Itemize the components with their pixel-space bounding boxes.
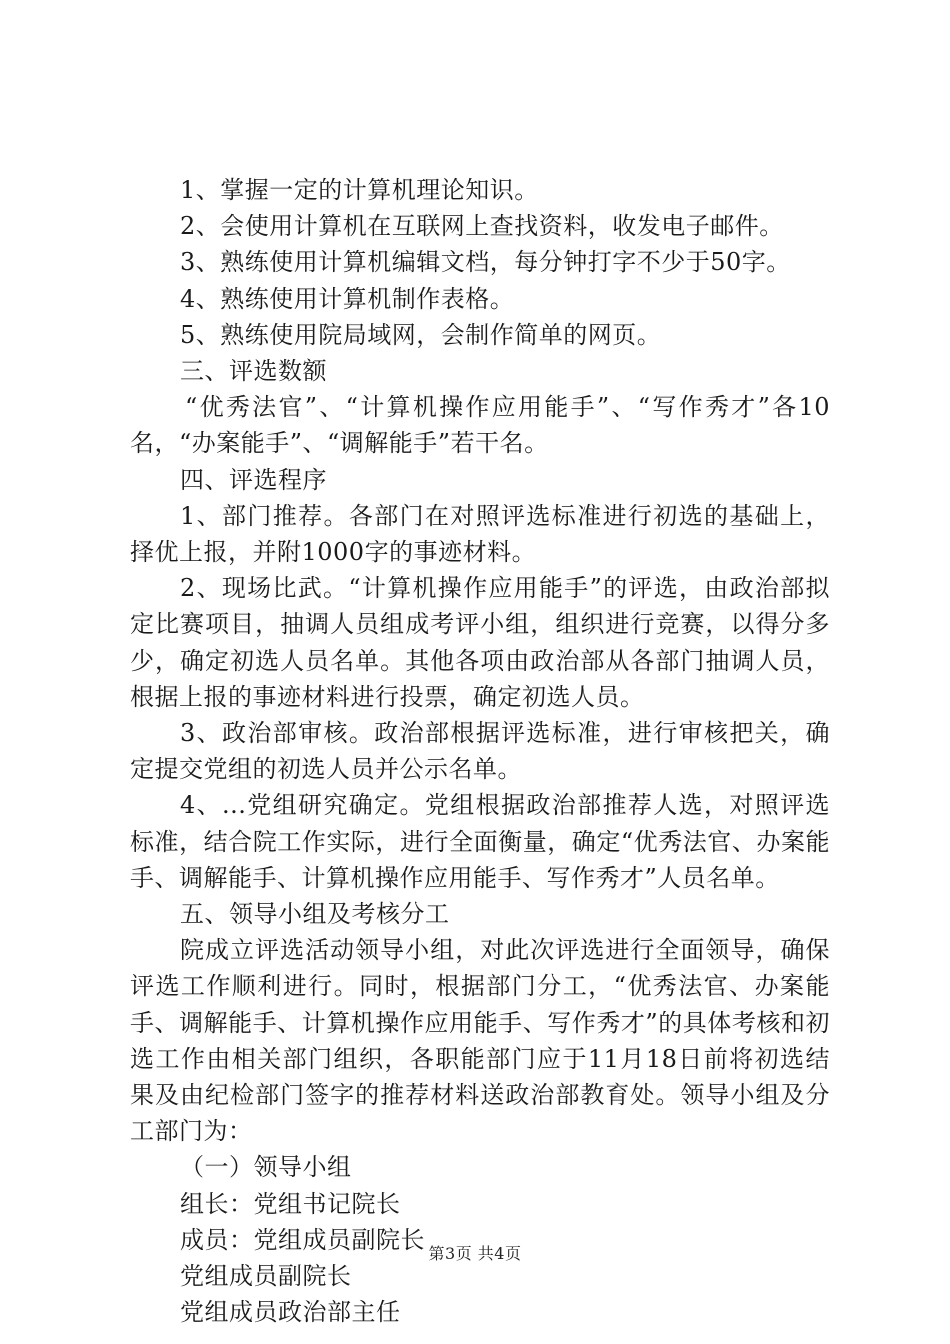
section-heading-procedure: 四、评选程序 [180,465,327,494]
procedure-step-3: 3、政治部审核。政治部根据评选标准，进行审核把关，确定提交党组的初选人员并公示名单。 [130,719,830,784]
document-body [130,172,830,1331]
leadership-paragraph: 院成立评选活动领导小组，对此次评选进行全面领导，确保评选工作顺利进行。同时，根据部门分工，“优秀法官、办案能手、调解能手、计算机操作应用能手、写作秀才”的具体考核和初选工作由相关部门组织，各职能部门应于11月18日前将初选结果及由纪检部门签字的推荐材料送政治部教育处。领导小组及分工部门为： [130,936,830,1146]
procedure-step-1: 1、部门推荐。各部门在对照评选标准进行初选的基础上，择优上报，并附1000字的事迹材料。 [130,501,830,567]
group-leader-line: 组长：党组书记院长 [180,1189,401,1218]
page-footer [0,1241,950,1264]
list-item-5: 5、熟练使用院局域网，会制作简单的网页。 [180,320,662,349]
section-heading-quota: 三、评选数额 [180,357,327,386]
section-heading-leadership: 五、领导小组及考核分工 [180,900,450,929]
list-item-3: 3、熟练使用计算机编辑文档，每分钟打字不少于50字。 [180,248,791,277]
procedure-step-4: 4、...党组研究确定。党组根据政治部推荐人选，对照评选标准，结合院工作实际，进行全面衡量，确定“优秀法官、办案能手、调解能手、计算机操作应用能手、写作秀才”人员名单。 [130,791,830,892]
list-item-2: 2、会使用计算机在互联网上查找资料，收发电子邮件。 [180,212,784,241]
page-number-label: 第3页 共4页 [428,1244,522,1263]
procedure-step-2: 2、现场比武。“计算机操作应用能手”的评选，由政治部拟定比赛项目，抽调人员组成考评小组，组织进行竞赛，以得分多少，确定初选人员名单。其他各项由政治部从各部门抽调人员，根据上报的事迹材料进行投票，确定初选人员。 [130,574,830,711]
quota-paragraph: “优秀法官”、“计算机操作应用能手”、“写作秀才”各10名，“办案能手”、“调解能手”若干名。 [130,393,830,458]
group-member-line-1: 成员：党组成员副院长 [180,1225,425,1254]
sub-heading-leadership-group: （一）领导小组 [180,1153,352,1182]
group-member-line-2: 党组成员副院长 [180,1262,352,1291]
list-item-1: 1、掌握一定的计算机理论知识。 [180,176,539,204]
group-member-line-3: 党组成员政治部主任 [180,1298,401,1327]
list-item-4: 4、熟练使用计算机制作表格。 [180,284,515,313]
